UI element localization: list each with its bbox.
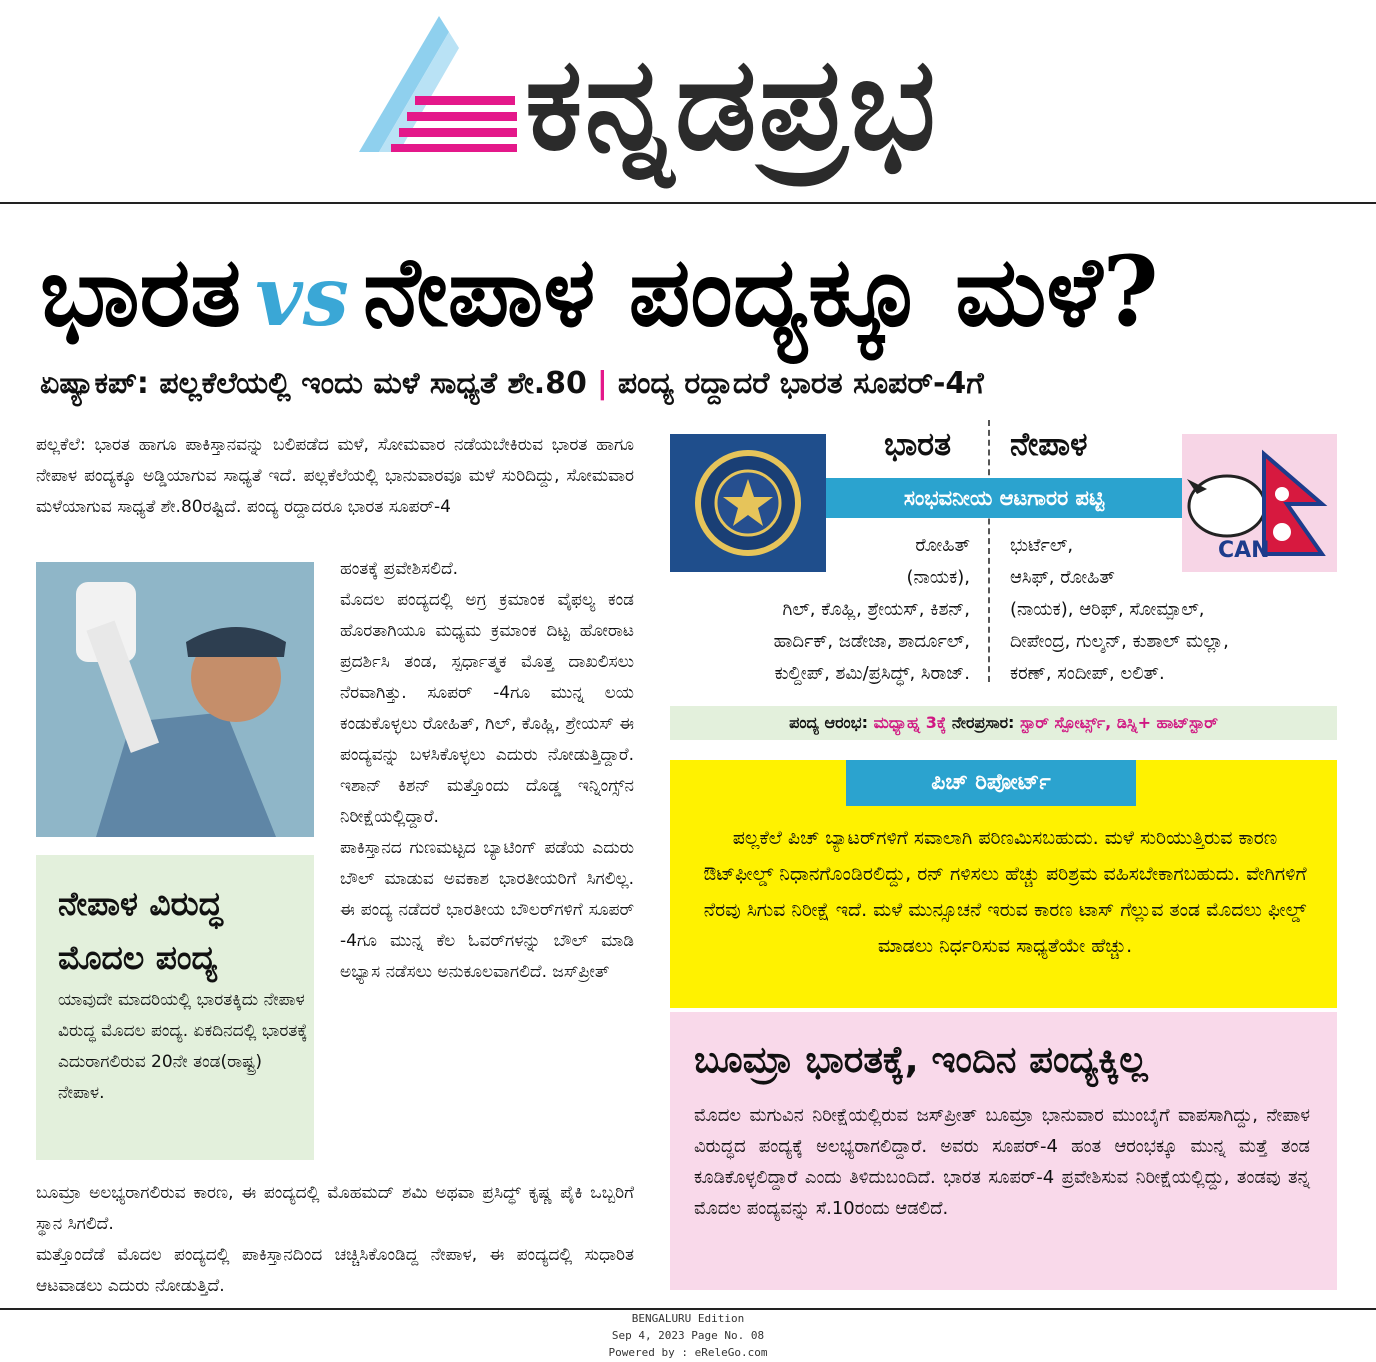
team-divider — [988, 420, 990, 682]
start-label: ಪಂದ್ಯ ಆರಂಭ: — [789, 713, 868, 732]
nepal-label: ನೇಪಾಳ — [1010, 425, 1088, 463]
pitch-report-text: ಪಲ್ಲಕೆಲೆ ಪಿಚ್ ಬ್ಯಾಟರ್‌ಗಳಿಗೆ ಸವಾಲಾಗಿ ಪರಿಣಮಿಸಬಹುದು. ಮಳೆ ಸುರಿಯುತ್ತಿರುವ ಕಾರಣ ಔಟ್‌ಫೀಲ್ಡ್ ನಿಧಾನಗೊಂಡಿರಲಿದ್ದು, ರನ್ ಗಳಿಸಲು ಹೆಚ್ಚು ಪರಿಶ್ರಮ ವಹಿಸಬೇಕಾಗಬಹುದು. ವೇಗಿಗಳಿಗೆ ನೆರವು ಸಿಗುವ ನಿರೀಕ್ಷೆ ಇದೆ. ಮಳೆ ಮುನ್ಸೂಚನೆ ಇರುವ ಕಾರಣ ಟಾಸ್ ಗೆಲ್ಲುವ ತಂಡ ಮೊದಲು ಫೀಲ್ಡ್ ಮಾಡಲು ನಿರ್ಧರಿಸುವ ಸಾಧ್ಯತೆಯೇ ಹೆಚ್ಚು. — [703, 827, 1307, 957]
probable-players-label: ಸಂಭವನೀಯ ಆಟಗಾರರ ಪಟ್ಟಿ — [903, 486, 1105, 510]
bumrah-box — [670, 1012, 1337, 1290]
tv-value: ಸ್ಟಾರ್ ಸ್ಪೋರ್ಟ್ಸ್, ಡಿಸ್ನಿ+ ಹಾಟ್‌ಸ್ಟಾರ್ — [1020, 713, 1218, 732]
headline-part1: ಭಾರತ — [40, 235, 242, 348]
footer-powered: Powered by : eReleGo.com — [608, 1346, 768, 1359]
bumrah-title: ಬೂಮ್ರಾ ಭಾರತಕ್ಕೆ, ಇಂದಿನ ಪಂದ್ಯಕ್ಕಿಲ್ಲ — [694, 1038, 1148, 1081]
player-photo — [36, 562, 314, 837]
sidebar-box-title: ನೇಪಾಳ ವಿರುದ್ಧ ಮೊದಲ ಪಂದ್ಯ — [58, 884, 223, 977]
probable-players-band — [826, 478, 1182, 518]
subheadline — [40, 362, 1340, 406]
footer — [0, 1308, 1376, 1361]
india-label: ಭಾರತ — [884, 425, 952, 463]
newspaper-logo-icon — [355, 14, 525, 154]
footer-date: Sep 4, 2023 Page No. 08 — [611, 1329, 765, 1342]
batsman-image-icon — [36, 562, 314, 837]
subhead-separator: | — [596, 366, 608, 401]
headline — [40, 232, 1340, 357]
bumrah-text: ಮೊದಲ ಮಗುವಿನ ನಿರೀಕ್ಷೆಯಲ್ಲಿರುವ ಜಸ್‌ಪ್ರೀತ್ ಬೂಮ್ರಾ ಭಾನುವಾರ ಮುಂಬೈಗೆ ವಾಪಸಾಗಿದ್ದು, ನೇಪಾಳ ವಿರುದ್ಧದ ಪಂದ್ಯಕ್ಕೆ ಅಲಭ್ಯರಾಗಲಿದ್ದಾರೆ. ಅವರು ಸೂಪರ್-4 ಹಂತ ಆರಂಭಕ್ಕೂ ಮುನ್ನ ಮತ್ತೆ ತಂಡ ಕೂಡಿಕೊಳ್ಳಲಿದ್ದಾರೆ ಎಂದು ತಿಳಿದುಬಂದಿದೆ. ಭಾರತ ಸೂಪರ್-4 ಪ್ರವೇಶಿಸುವ ನಿರೀಕ್ಷೆಯಲ್ಲಿದ್ದು, ತಂಡವು ತನ್ನ ಮೊದಲ ಪಂದ್ಯವನ್ನು ಸೆ.10ರಂದು ಆಡಲಿದೆ. — [694, 1105, 1310, 1219]
lead-intro: ಪಲ್ಲಕೆಲೆ: ಭಾರತ ಹಾಗೂ ಪಾಕಿಸ್ತಾನವನ್ನು ಬಲಿಪಡೆದ ಮಳೆ, ಸೋಮವಾರ ನಡೆಯಬೇಕಿರುವ ಭಾರತ ಹಾಗೂ ನೇಪಾಳ ಪಂದ್ಯಕ್ಕೂ ಅಡ್ಡಿಯಾಗುವ ಸಾಧ್ಯತೆ ಇದೆ. ಪಲ್ಲಕೆಲೆಯಲ್ಲಿ ಭಾನುವಾರವೂ ಮಳೆ ಸುರಿದಿದ್ದು, ಸೋಮವಾರ ಮಳೆಯಾಗುವ ಸಾಧ್ಯತೆ ಶೇ.80ರಷ್ಟಿದೆ. ಪಂದ್ಯ ರದ್ದಾದರೂ ಭಾರತ ಸೂಪರ್-4 — [36, 435, 634, 517]
headline-part2: ನೇಪಾಳ ಪಂದ್ಯಕ್ಕೂ ಮಳೆ? — [362, 235, 1159, 348]
sidebar-box — [36, 855, 314, 1160]
subhead-right: ಪಂದ್ಯ ರದ್ದಾದರೆ ಭಾರತ ಸೂಪರ್-4ಗೆ — [617, 366, 984, 401]
subhead-left: ಏಷ್ಯಾಕಪ್: ಪಲ್ಲಕೆಲೆಯಲ್ಲಿ ಇಂದು ಮಳೆ ಸಾಧ್ಯತೆ ಶೇ.80 — [40, 366, 587, 401]
pitch-report-tag: ಪಿಚ್ ರಿಪೋರ್ಟ್ — [846, 760, 1136, 806]
nepal-players: ಭುರ್ಟೆಲ್, ಆಸಿಫ್, ರೋಹಿತ್ (ನಾಯಕ), ಆರಿಫ್, ಸೋಮ್ಪಾಲ್, ದೀಪೇಂದ್ರ, ಗುಲ್ಶನ್, ಕುಶಾಲ್ ಮಲ್ಲಾ, ಕರಣ್, ಸಂದೀಪ್, ಲಲಿತ್. — [1010, 535, 1229, 684]
india-players: ರೋಹಿತ್ (ನಾಯಕ), ಗಿಲ್, ಕೊಹ್ಲಿ, ಶ್ರೇಯಸ್, ಕಿಶನ್, ಹಾರ್ದಿಕ್, ಜಡೇಜಾ, ಶಾರ್ದೂಲ್, ಕುಲ್ದೀಪ್, ಶಮಿ/ಪ್ರಸಿದ್ಧ್, ಸಿರಾಜ್. — [773, 535, 970, 684]
can-logo-text: CAN — [1218, 538, 1270, 563]
start-value: ಮಧ್ಯಾಹ್ನ 3ಕ್ಕೆ — [873, 713, 947, 732]
headline-vs: vs — [255, 249, 349, 345]
match-info-strip — [670, 706, 1337, 740]
brand-name: ಕನ್ನಡಪ್ರಭ — [525, 30, 938, 179]
masthead — [0, 0, 1376, 204]
lead-bottom: ಬೂಮ್ರಾ ಅಲಭ್ಯರಾಗಲಿರುವ ಕಾರಣ, ಈ ಪಂದ್ಯದಲ್ಲಿ ಮೊಹಮದ್ ಶಮಿ ಅಥವಾ ಪ್ರಸಿದ್ಧ್ ಕೃಷ್ಣ ಪೈಕಿ ಒಬ್ಬರಿಗೆ ಸ್ಥಾನ ಸಿಗಲಿದೆ. ಮತ್ತೊಂದೆಡೆ ಮೊದಲ ಪಂದ್ಯದಲ್ಲಿ ಪಾಕಿಸ್ತಾನದಿಂದ ಚಚ್ಚಿಸಿಕೊಂಡಿದ್ದ ನೇಪಾಳ, ಈ ಪಂದ್ಯದಲ್ಲಿ ಸುಧಾರಿತ ಆಟವಾಡಲು ಎದುರು ನೋಡುತ್ತಿದೆ. — [36, 1183, 634, 1296]
sidebar-box-text: ಯಾವುದೇ ಮಾದರಿಯಲ್ಲಿ ಭಾರತಕ್ಕಿದು ನೇಪಾಳ ವಿರುದ್ಧ ಮೊದಲ ಪಂದ್ಯ. ಏಕದಿನದಲ್ಲಿ ಭಾರತಕ್ಕೆ ಎದುರಾಗಲಿರುವ 20ನೇ ತಂಡ(ರಾಷ್ಟ್ರ) ನೇಪಾಳ. — [58, 990, 308, 1103]
footer-edition: BENGALURU Edition — [631, 1312, 745, 1325]
tv-label: ನೇರಪ್ರಸಾರ: — [951, 713, 1015, 732]
lead-column-2: ಹಂತಕ್ಕೆ ಪ್ರವೇಶಿಸಲಿದೆ. ಮೊದಲ ಪಂದ್ಯದಲ್ಲಿ ಅಗ್ರ ಕ್ರಮಾಂಕ ವೈಫಲ್ಯ ಕಂಡ ಹೊರತಾಗಿಯೂ ಮಧ್ಯಮ ಕ್ರಮಾಂಕ ದಿಟ್ಟ ಹೋರಾಟ ಪ್ರದರ್ಶಿಸಿ ತಂಡ, ಸ್ಪರ್ಧಾತ್ಮಕ ಮೊತ್ತ ದಾಖಲಿಸಲು ನೆರವಾಗಿತ್ತು. ಸೂಪರ್ -4ಗೂ ಮುನ್ನ ಲಯ ಕಂಡುಕೊಳ್ಳಲು ರೋಹಿತ್, ಗಿಲ್, ಕೊಹ್ಲಿ, ಶ್ರೇಯಸ್ ಈ ಪಂದ್ಯವನ್ನು ಬಳಸಿಕೊಳ್ಳಲು ಎದುರು ನೋಡುತ್ತಿದ್ದಾರೆ. ಇಶಾನ್ ಕಿಶನ್ ಮತ್ತೊಂದು ದೊಡ್ಡ ಇನ್ನಿಂಗ್ಸ್‌ನ ನಿರೀಕ್ಷೆಯಲ್ಲಿದ್ದಾರೆ. ಪಾಕಿಸ್ತಾನದ ಗುಣಮಟ್ಟದ ಬ್ಯಾಟಿಂಗ್ ಪಡೆಯ ಎದುರು ಬೌಲ್ ಮಾಡುವ ಅವಕಾಶ ಭಾರತೀಯರಿಗೆ ಸಿಗಲಿಲ್ಲ. ಈ ಪಂದ್ಯ ನಡೆದರೆ ಭಾರತೀಯ ಬೌಲರ್‌ಗಳಿಗೆ ಸೂಪರ್ -4ಗೂ ಮುನ್ನ ಕೆಲ ಓವರ್‌ಗಳನ್ನು ಬೌಲ್ ಮಾಡಿ ಅಭ್ಯಾಸ ನಡೆಸಲು ಅನುಕೂಲವಾಗಲಿದೆ. ಜಸ್‌ಪ್ರೀತ್ — [340, 559, 634, 982]
